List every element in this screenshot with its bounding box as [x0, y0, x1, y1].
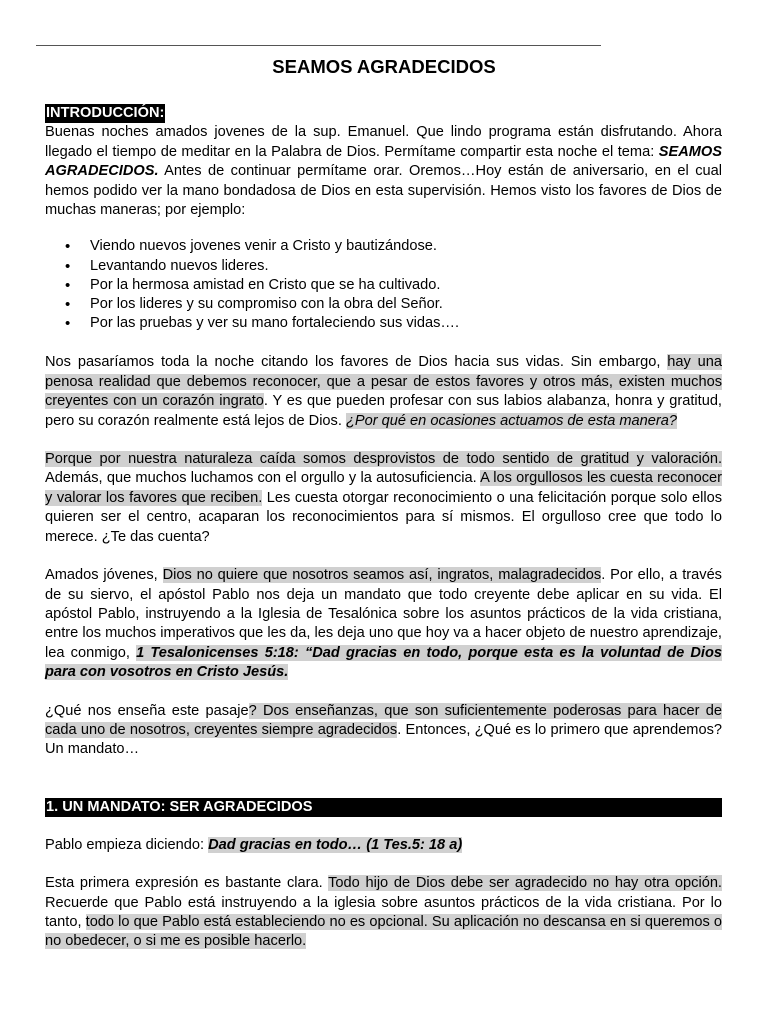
favors-list — [45, 237, 722, 333]
highlighted-text: Dios no quiere que nosotros seamos así, ingratos, malagradecidos — [162, 567, 602, 584]
text-run: . Entonces, ¿Qué es lo primero que aprendemos? Un mandato… — [45, 721, 722, 758]
highlighted-text: ? Dos enseñanzas, que son suficientemente poderosas para hacer de cada uno de nosotros, creyentes siempre agradecidos — [45, 702, 723, 738]
list-item: • Levantando nuevos lideres. — [45, 257, 722, 276]
text-run: Nos pasaríamos toda la noche citando los favores de Dios hacia sus vidas. Sin embargo, — [45, 354, 668, 371]
document-body — [45, 104, 722, 952]
spacer — [45, 817, 722, 836]
spacer — [45, 547, 722, 566]
list-item: • Por las pruebas y ver su mano fortaleciendo sus vidas…. — [45, 314, 722, 333]
intro-heading: INTRODUCCIÓN: — [45, 104, 165, 123]
bible-verse: Dad gracias en todo… (1 Tes.5: 18 a) — [208, 836, 463, 853]
text-run: . Por ello, a través de su siervo, el apóstol Pablo nos deja un mandato que todo creyente debe aplicar en su vida. El apóstol Pablo, instruyendo a la Iglesia de Tesalónica sobre los asuntos prácticos de la vida cristiana, entre los muchos imperativos que les da, les deja uno que hoy va a hacer objeto de nuestro aprendizaje, lea conmigo, — [45, 567, 722, 661]
intro-paragraph-3 — [45, 450, 722, 547]
document-title: SEAMOS AGRADECIDOS — [272, 56, 496, 77]
section-heading: 1. UN MANDATO: SER AGRADECIDOS — [45, 798, 722, 817]
text-run: Pablo empieza diciendo: — [45, 836, 209, 853]
spacer — [45, 855, 722, 874]
text-run: Buenas noches amados jovenes de la sup. Emanuel. Que lindo programa están disfrutando. Ahora llegado el tiempo de meditar en la Palabra de Dios. Permítame compartir esta noche el tema: — [45, 124, 722, 160]
list-item: • Viendo nuevos jovenes venir a Cristo y bautizándose. — [45, 237, 722, 256]
highlighted-text: Porque por nuestra naturaleza caída somos desprovistos de todo sentido de gratitud y valoración. — [45, 451, 722, 468]
intro-paragraph-4 — [45, 566, 722, 682]
section1-paragraph-1 — [45, 836, 722, 855]
text-run: . Y es que pueden profesar con sus labios alabanza, honra y gratitud, pero su corazón realmente está lejos de Dios. — [45, 393, 722, 429]
highlighted-text: A los orgullosos les cuesta reconocer y valorar los favores que reciben. — [45, 470, 722, 506]
text-run: Amados jóvenes, — [45, 567, 163, 584]
spacer — [45, 760, 722, 798]
intro-heading-line — [45, 104, 722, 123]
highlighted-text: Todo hijo de Dios debe ser agradecido no hay otra opción. — [328, 875, 722, 892]
highlighted-text: todo lo que Pablo está estableciendo no es opcional. Su aplicación no descansa en si queremos o no obedecer, o si me es posible hacerlo. — [45, 913, 722, 950]
text-run: Esta primera expresión es bastante clara. — [45, 875, 329, 892]
highlighted-question: ¿Por qué en ocasiones actuamos de esta manera? — [345, 412, 677, 429]
header-rule — [36, 45, 601, 46]
text-run: Antes de continuar permítame orar. Oremos…Hoy están de aniversario, en el cual hemos podido ver la mano bondadosa de Dios en esta supervisión. Hemos visto los favores de Dios de muchas maneras; por ejemplo: — [45, 163, 722, 219]
spacer — [45, 431, 722, 450]
intro-paragraph-2 — [45, 353, 722, 431]
intro-paragraph-1 — [45, 123, 722, 220]
spacer — [45, 683, 722, 702]
list-item: • Por los lideres y su compromiso con la obra del Señor. — [45, 295, 722, 314]
text-run: Además, que muchos luchamos con el orgullo y la autosuficiencia. — [45, 470, 481, 487]
sermon-theme: SEAMOS AGRADECIDOS. — [45, 143, 722, 180]
highlighted-text: hay una penosa realidad que debemos reconocer, que a pesar de estos favores y otros más, existen muchos creyentes con un corazón ingrato — [45, 354, 722, 410]
list-item: • Por la hermosa amistad en Cristo que se ha cultivado. — [45, 276, 722, 295]
section1-paragraph-2 — [45, 874, 722, 952]
intro-paragraph-5 — [45, 702, 722, 760]
text-run: Les cuesta otorgar reconocimiento o una felicitación porque solo ellos quieren ser el centro, acaparan los reconocimientos para sí mismos. El orgulloso cree que todo lo merece. ¿Te das cuenta? — [45, 489, 723, 545]
text-run: ¿Qué nos enseña este pasaje — [45, 702, 249, 719]
bible-verse: 1 Tesalonicenses 5:18: “Dad gracias en todo, porque esta es la voluntad de Dios para con vosotros en Cristo Jesús. — [45, 644, 722, 681]
text-run: Recuerde que Pablo está instruyendo a la iglesia sobre asuntos prácticos de la vida cristiana. Por lo tanto, — [45, 894, 722, 930]
